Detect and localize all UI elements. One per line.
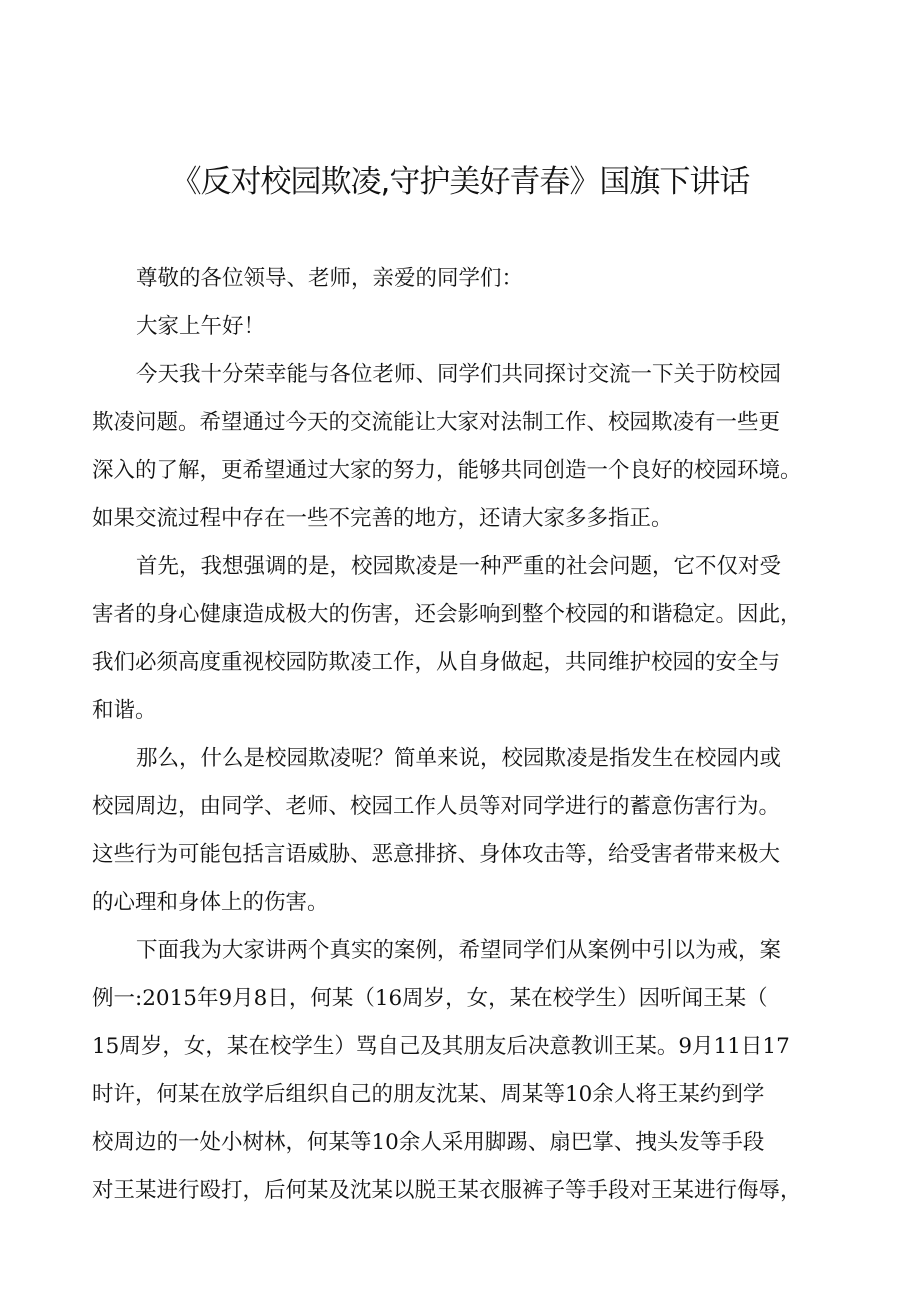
text-line: 如果交流过程中存在一些不完善的地方，还请大家多多指正。 <box>92 506 673 531</box>
salutation: 尊敬的各位领导、老师，亲爱的同学们： <box>136 266 524 291</box>
text-line: 害者的身心健康造成极大的伤害，还会影响到整个校园的和谐稳定。因此， <box>92 602 802 627</box>
speech-body <box>92 255 837 1215</box>
text-line: 欺凌问题。希望通过今天的交流能让大家对法制工作、校园欺凌有一些更 <box>92 410 781 435</box>
text-line: 那么，什么是校园欺凌呢？简单来说，校园欺凌是指发生在校园内或 <box>136 746 782 771</box>
paragraph-emphasis <box>92 543 837 735</box>
paragraph-case <box>92 927 837 1215</box>
paragraph-intro <box>92 351 837 543</box>
text-line: 的心理和身体上的伤害。 <box>92 890 329 915</box>
text-line: 时许，何某在放学后组织自己的朋友沈某、周某等10余人将王某约到学 <box>92 1082 765 1107</box>
text-line: 例一:2015年9月8日，何某（16周岁，女，某在校学生）因听闻王某（ <box>92 986 768 1011</box>
text-line: 这些行为可能包括言语威胁、恶意排挤、身体攻击等，给受害者带来极大 <box>92 842 781 867</box>
text-line: 和谐。 <box>92 698 157 723</box>
text-line: 深入的了解，更希望通过大家的努力，能够共同创造一个良好的校园环境。 <box>92 458 802 483</box>
text-line: 校园周边，由同学、老师、校园工作人员等对同学进行的蓄意伤害行为。 <box>92 794 781 819</box>
text-line: 校周边的一处小树林，何某等10余人采用脚踢、扇巴掌、拽头发等手段 <box>92 1130 765 1155</box>
text-line: 对王某进行殴打，后何某及沈某以脱王某衣服裤子等手段对王某进行侮辱， <box>92 1178 802 1203</box>
page-title: 《反对校园欺凌,守护美好青春》国旗下讲话 <box>170 164 750 200</box>
paragraph-definition <box>92 735 837 927</box>
text-line: 我们必须高度重视校园防欺凌工作，从自身做起，共同维护校园的安全与 <box>92 650 781 675</box>
text-line: 首先，我想强调的是，校园欺凌是一种严重的社会问题，它不仅对受 <box>136 554 782 579</box>
text-line: 今天我十分荣幸能与各位老师、同学们共同探讨交流一下关于防校园 <box>136 362 782 387</box>
text-line: 下面我为大家讲两个真实的案例，希望同学们从案例中引以为戒，案 <box>136 938 782 963</box>
greeting: 大家上午好！ <box>136 314 266 339</box>
text-line: 15周岁，女，某在校学生）骂自己及其朋友后决意教训王某。9月11日17 <box>92 1034 790 1059</box>
